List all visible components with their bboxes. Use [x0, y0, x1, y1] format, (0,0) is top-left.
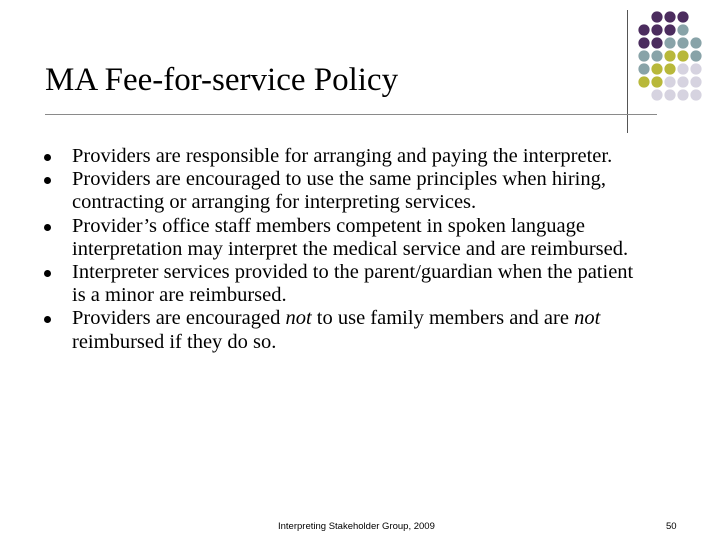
decorative-dot — [664, 11, 675, 22]
decorative-dot — [651, 76, 662, 87]
decorative-dot — [651, 24, 662, 35]
bullet-item — [72, 261, 642, 307]
bullet-text: to use family members and are — [311, 307, 575, 330]
bullet-dot-icon — [44, 316, 51, 323]
bullet-item — [72, 307, 642, 353]
decorative-dot — [677, 50, 688, 61]
decorative-dot — [638, 50, 649, 61]
decorative-dot — [651, 11, 662, 22]
decorative-dot — [664, 24, 675, 35]
decorative-dot — [664, 89, 675, 100]
decorative-dot — [690, 37, 701, 48]
decorative-dot — [677, 76, 688, 87]
decorative-dot — [664, 37, 675, 48]
bullet-text: reimbursed if they do so. — [72, 330, 277, 353]
decorative-dot — [651, 89, 662, 100]
decorative-dot — [664, 50, 675, 61]
bullet-text: Interpreter services provided to the parent/guardian when the patient is a minor are reimbursed. — [72, 261, 634, 307]
slide-title: MA Fee-for-service Policy — [45, 62, 399, 98]
bullet-text: Providers are encouraged to use the same principles when hiring, contracting or arranging for interpreting services. — [72, 168, 606, 214]
footer-source: Interpreting Stakeholder Group, 2009 — [278, 521, 435, 532]
decorative-dot — [638, 63, 649, 74]
bullet-text: Providers are responsible for arranging and paying the interpreter. — [72, 145, 613, 167]
decorative-dot — [690, 76, 701, 87]
decorative-dot — [651, 50, 662, 61]
bullet-text: Provider’s office staff members competent in spoken language interpretation may interpret the medical service and are reimbursed. — [72, 214, 629, 260]
decorative-dot — [664, 63, 675, 74]
decorative-dot — [690, 50, 701, 61]
decorative-dot — [690, 89, 701, 100]
decorative-dot — [677, 24, 688, 35]
page-number: 50 — [666, 521, 677, 532]
bullet-dot-icon — [44, 270, 51, 277]
bullet-item — [72, 145, 642, 168]
decorative-dot — [677, 63, 688, 74]
title-rule — [45, 114, 657, 115]
bullet-item — [72, 215, 642, 261]
decorative-dot — [638, 76, 649, 87]
decorative-dot — [677, 11, 688, 22]
bullet-dot-icon — [44, 177, 51, 184]
decorative-dot — [690, 63, 701, 74]
decorative-dot — [651, 63, 662, 74]
bullet-item — [72, 168, 642, 214]
bullet-dot-icon — [44, 154, 51, 161]
decorative-dot — [664, 76, 675, 87]
decorative-dot — [677, 37, 688, 48]
bullet-text: Providers are encouraged — [72, 307, 286, 330]
decorative-dot — [638, 24, 649, 35]
emphasis-not: not — [574, 307, 601, 330]
emphasis-not: not — [285, 307, 312, 330]
decorative-dot — [638, 37, 649, 48]
bullet-list — [72, 145, 642, 354]
decorative-dot — [651, 37, 662, 48]
decorative-dot — [677, 89, 688, 100]
bullet-dot-icon — [44, 224, 51, 231]
